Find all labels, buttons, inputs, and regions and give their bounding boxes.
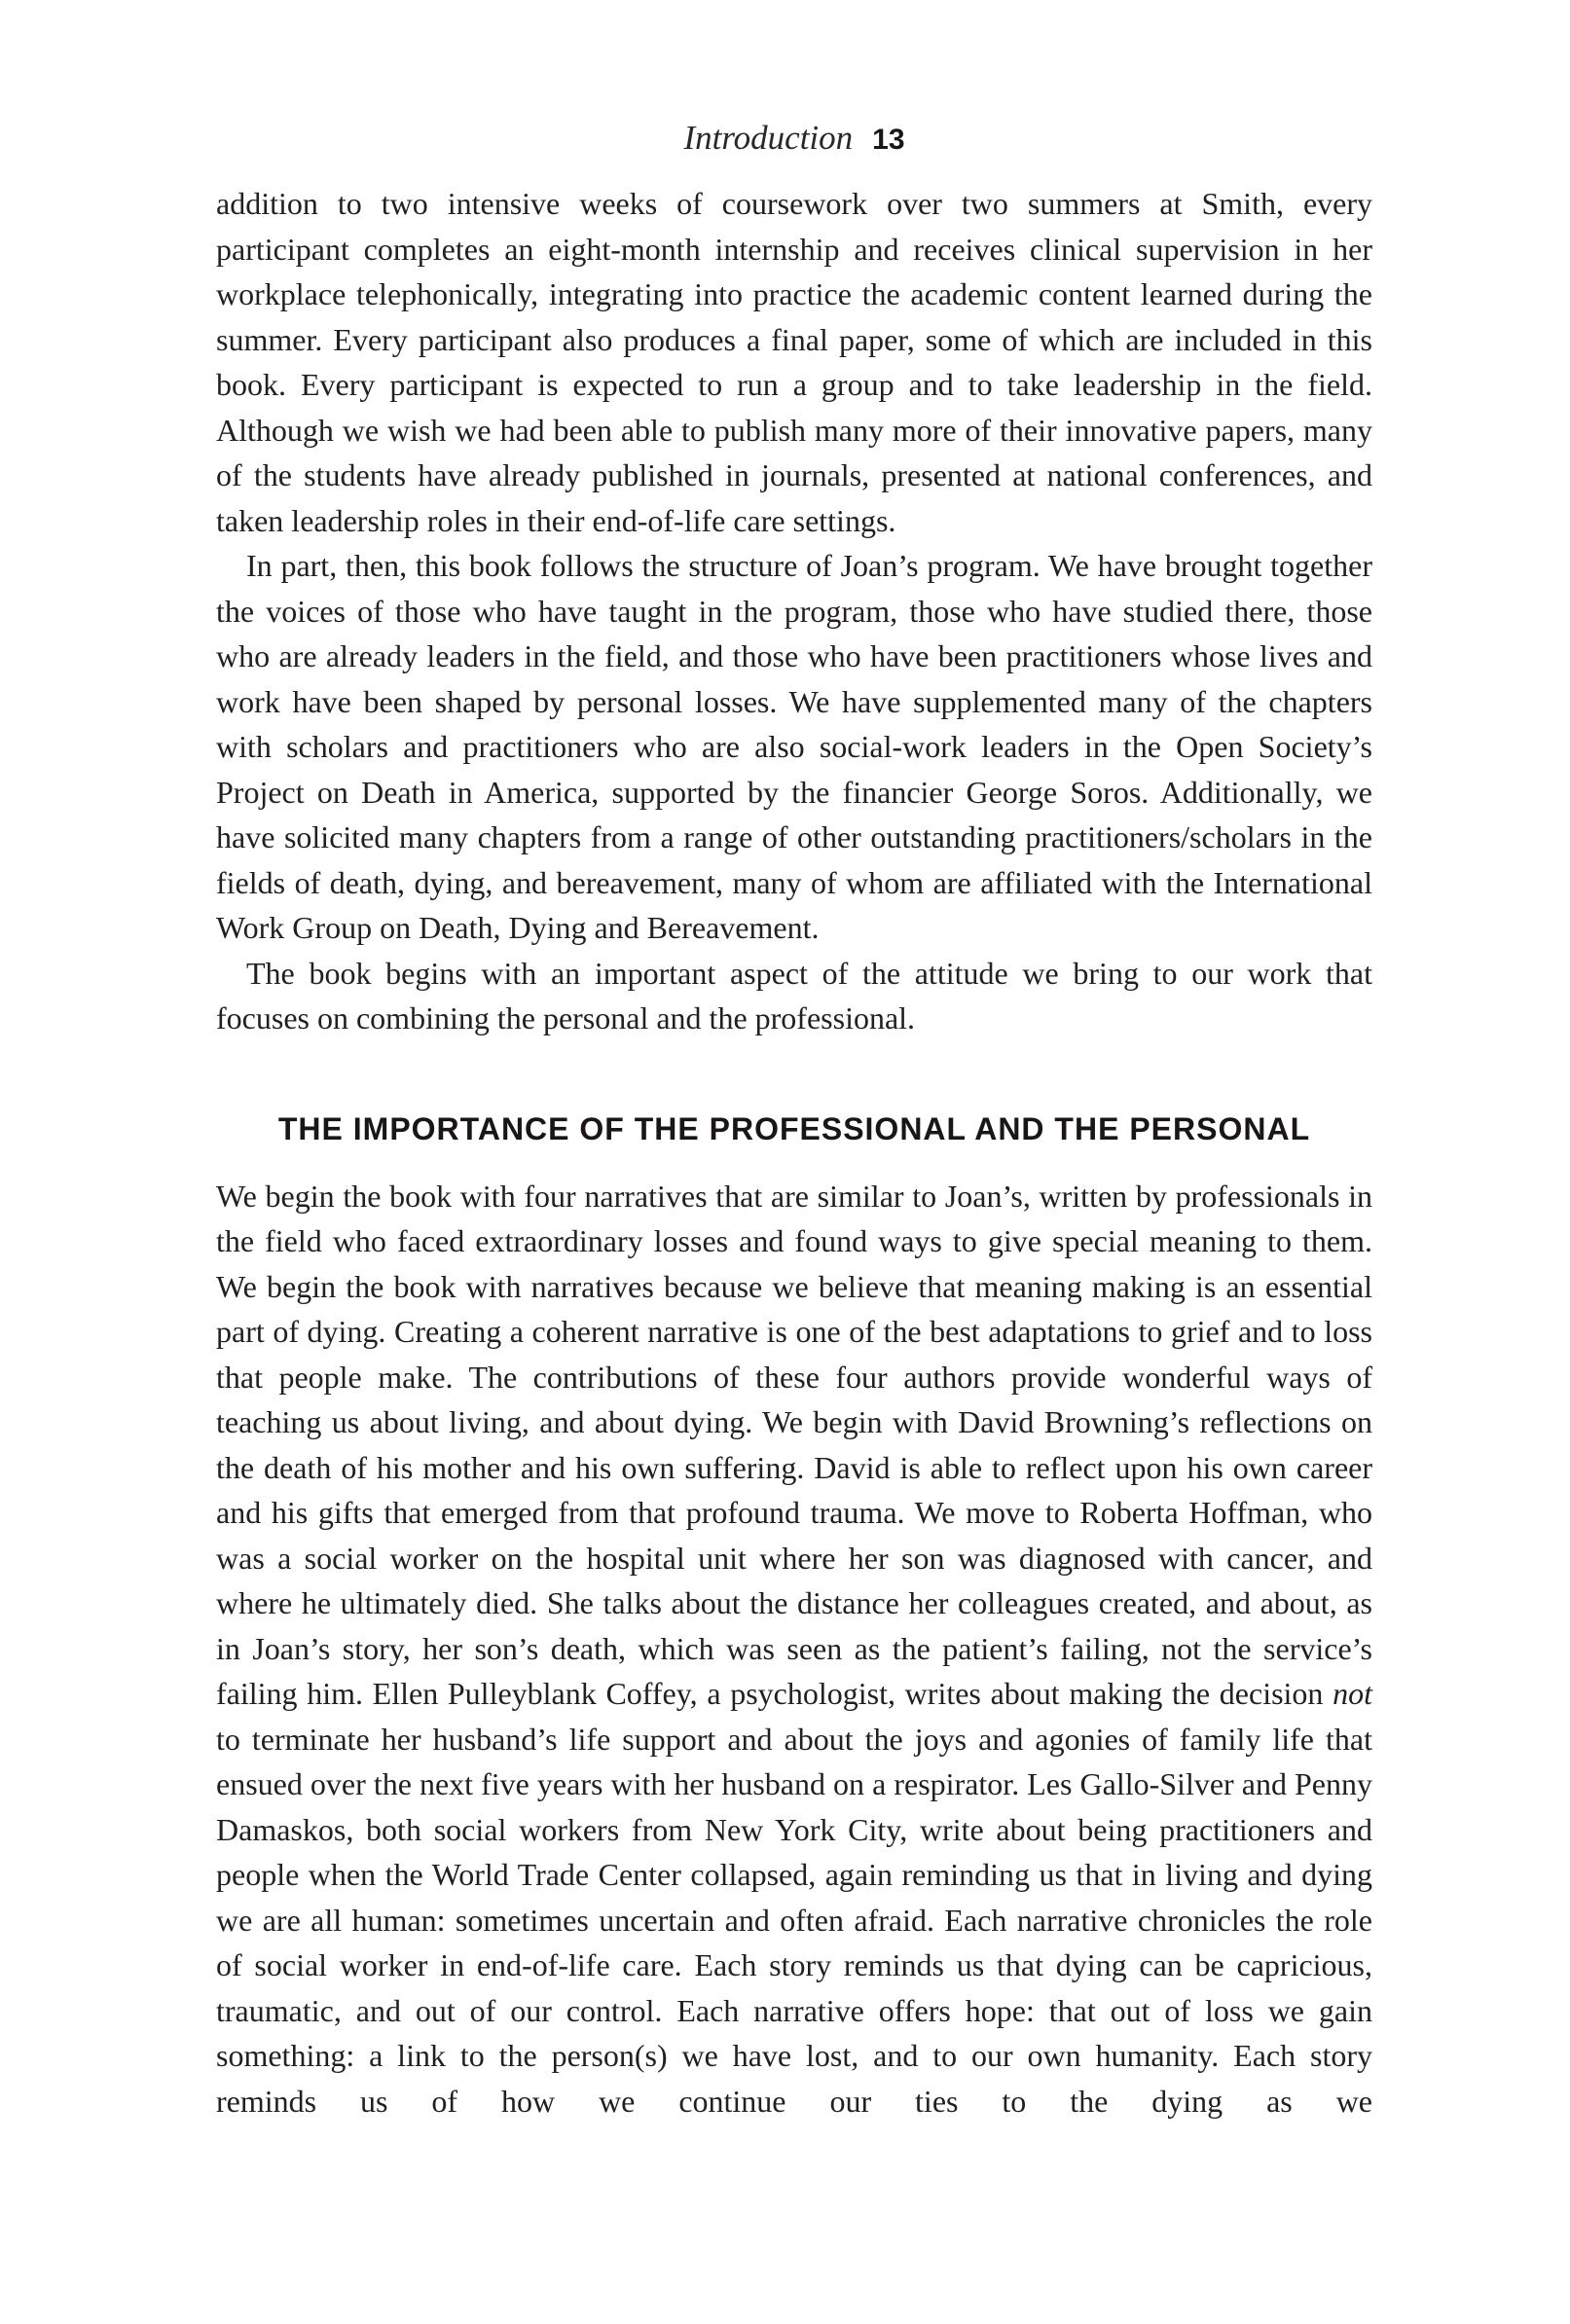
text-column <box>216 0 1372 2124</box>
running-head-title: Introduction <box>683 119 854 157</box>
body-paragraph-1: addition to two intensive weeks of coursework over two summers at Smith, every participant completes an eight-month internship and receives clinical supervision in her workplace telephonically, integrating into practice the academic content learned during the summer. Every participant also produces a final paper, some of which are included in this book. Every participant is expected to run a group and to take leadership in the field. Although we wish we had been able to publish many more of their innovative papers, many of the students have already published in journals, presented at national conferences, and taken leadership roles in their end-of-life care settings. <box>216 186 1372 538</box>
body-paragraph-3: The book begins with an important aspect of the attitude we bring to our work that focuses on combining the personal and the professional. <box>216 955 1372 1035</box>
body-paragraph-2: In part, then, this book follows the structure of Joan’s program. We have brought together the voices of those who have taught in the program, those who have studied there, those who are already leaders in the field, and those who have been practitioners whose lives and work have been shaped by personal losses. We have supplemented many of the chapters with scholars and practitioners who are also social-work leaders in the Open Society’s Project on Death in America, supported by the financier George Soros. Additionally, we have solicited many chapters from a range of other outstanding practitioners/scholars in the fields of death, dying, and bereavement, many of whom are affiliated with the International Work Group on Death, Dying and Bereavement. <box>216 548 1372 945</box>
paragraph-4-segment-before: We begin the book with four narratives that are similar to Joan’s, written by professionals in the field who faced extraordinary losses and found ways to give special meaning to them. We begin the book with narratives because we believe that meaning making is an essential part of dying. Creating a coherent narrative is one of the best adaptations to grief and to loss that people make. The contributions of these four authors provide wonderful ways of teaching us about living, and about dying. We begin with David Browning’s reflections on the death of his mother and his own suffering. David is able to reflect upon his own career and his gifts that emerged from that profound trauma. We move to Roberta Hoffman, who was a social worker on the hospital unit where her son was diagnosed with cancer, and where he ultimately died. She talks about the distance her colleagues created, and about, as in Joan’s story, her son’s death, which was seen as the patient’s failing, not the service’s failing him. Ellen Pulleyblank Coffey, a psychologist, writes about making the decision <box>216 1178 1372 1711</box>
page-number: 13 <box>872 124 905 156</box>
body-paragraph-4 <box>216 1174 1372 2124</box>
section-heading: THE IMPORTANCE OF THE PROFESSIONAL AND THE PERSONAL <box>277 1110 1311 1146</box>
paragraph-4-italic-word: not <box>1333 1676 1372 1711</box>
paragraph-4-segment-after: to terminate her husband’s life support and about the joys and agonies of family life that ensued over the next five years with her husband on a respirator. Les Gallo-Silver and Penny Damaskos, both social workers from New York City, write about being practitioners and people when the World Trade Center collapsed, again reminding us that in living and dying we are all human: sometimes uncertain and often afraid. Each narrative chronicles the role of social worker in end-of-life care. Each story reminds us that dying can be capricious, traumatic, and out of our control. Each narrative offers hope: that out of loss we gain something: a link to the person(s) we have lost, and to our own humanity. Each story reminds us of how we continue our ties to the dying as we <box>216 1721 1372 2119</box>
running-head <box>216 119 1372 158</box>
